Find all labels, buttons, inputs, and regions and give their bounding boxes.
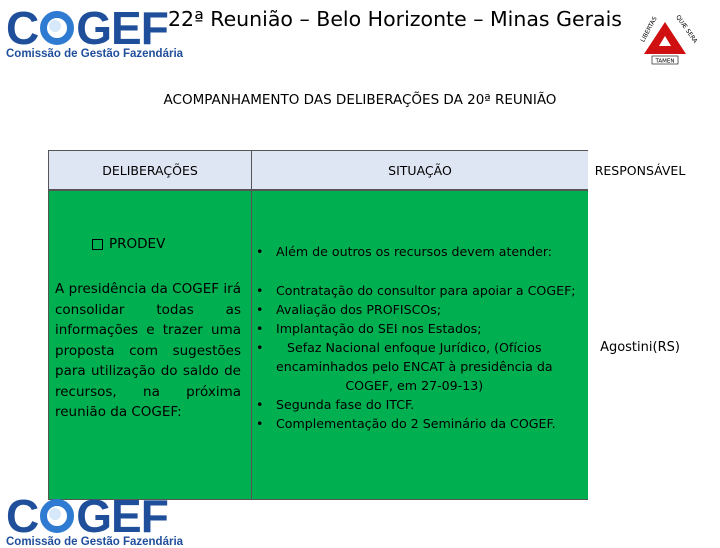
header-responsavel-label: RESPONSÁVEL [594, 162, 686, 178]
logo-subtitle-bottom: Comissão de Gestão Fazendária [6, 536, 184, 548]
logo-text-c: C [6, 2, 39, 54]
list-item-line: COGEF, em 27-09-13) [345, 378, 484, 393]
list-item-text: Implantação do SEI nos Estados; [276, 321, 482, 336]
intro-text: Além de outros os recursos devem atender: [276, 244, 553, 259]
cogef-logo-bottom [6, 490, 184, 548]
list-item-text: Contratação do consultor para apoiar a COGEF; [276, 283, 576, 298]
list-item-text: Avaliação dos PROFISCOs; [276, 302, 442, 317]
prodev-item [92, 236, 165, 252]
logo-wordmark-bottom [6, 490, 183, 542]
logo-subtitle: Comissão de Gestão Fazendária [6, 48, 184, 60]
list-item: • Implantação do SEI nos Estados; [256, 321, 482, 336]
responsavel-value: Agostini(RS) [600, 340, 680, 355]
list-item-text [276, 338, 553, 395]
logo-text-gef: GEF [76, 490, 168, 542]
section-subtitle: ACOMPANHAMENTO DAS DELIBERAÇÕES DA 20ª REUNIÃO [163, 92, 557, 108]
situation-intro: • Além de outros os recursos devem atender: [256, 244, 553, 259]
header-deliberacoes [48, 150, 252, 190]
seal-text-right: QUÆ SERA [674, 13, 699, 45]
list-item-text: Segunda fase do ITCF. [276, 397, 415, 412]
checkbox-bullet-icon [92, 239, 103, 250]
seal-text-left: LIBERTAS [639, 15, 659, 44]
header-situacao-label: SITUAÇÃO [388, 162, 452, 178]
header-deliberacoes-label: DELIBERAÇÕES [102, 162, 198, 178]
prodev-label: PRODEV [109, 236, 166, 252]
list-item-line: encaminhados pelo ENCAT à presidência da [276, 359, 553, 374]
logo-ring-icon [40, 11, 74, 45]
list-item: • Contratação do consultor para apoiar a COGEF; [256, 283, 576, 298]
list-item: • Avaliação dos PROFISCOs; [256, 302, 442, 317]
list-item: • Sefaz Nacional enfoque Jurídico, (Ofícios encaminhados pelo ENCAT à presidência da COGEF, em 27-09-13) [256, 340, 553, 393]
page-title: 22ª Reunião – Belo Horizonte – Minas Gerais [167, 7, 622, 31]
deliberation-text: A presidência da COGEF irá consolidar todas as informações e trazer uma proposta com sugestões para utilização do saldo de recursos, na próxima reunião da COGEF: [55, 281, 241, 420]
logo-text-c: C [6, 490, 39, 542]
logo-text-gef: GEF [76, 2, 168, 54]
header-responsavel [588, 150, 692, 190]
seal-text-bottom: TAMEN [655, 58, 675, 65]
list-item-text: Complementação do 2 Seminário da COGEF. [276, 416, 556, 431]
header-situacao [251, 150, 589, 190]
minas-gerais-seal-icon [636, 10, 699, 65]
situation-list [256, 281, 576, 433]
list-item: • Complementação do 2 Seminário da COGEF. [256, 416, 556, 431]
list-item: • Segunda fase do ITCF. [256, 397, 415, 412]
list-item-line: Sefaz Nacional enfoque Jurídico, (Ofícios [287, 340, 542, 355]
logo-ring-icon [40, 499, 74, 533]
